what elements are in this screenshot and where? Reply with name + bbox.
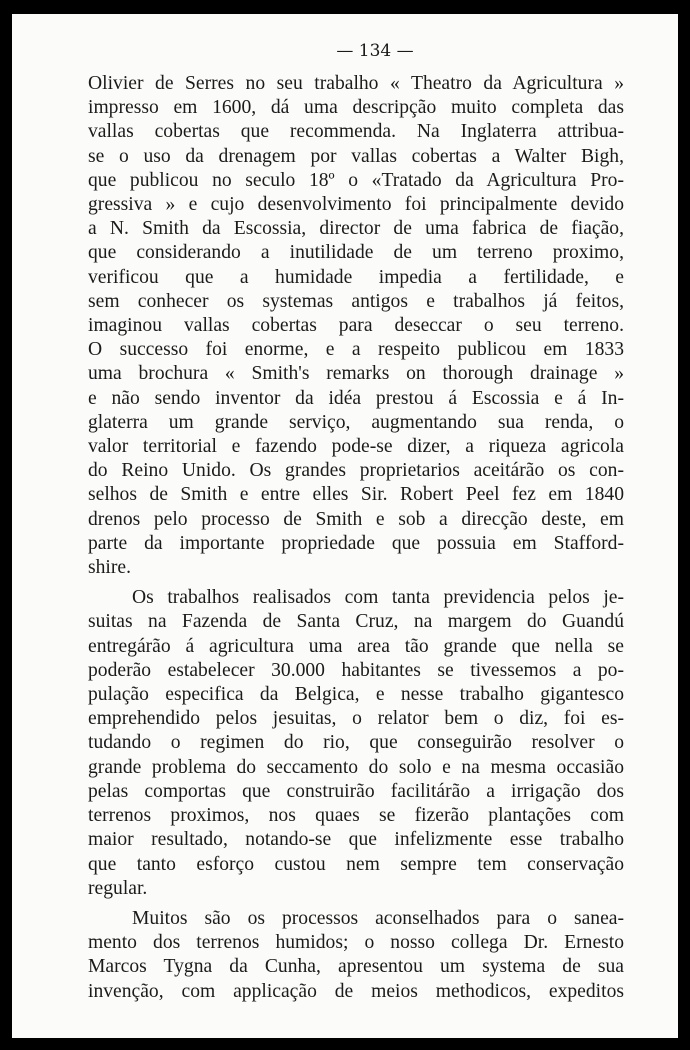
text-line: se o uso da drenagem por vallas cobertas a Walter Bigh, — [88, 145, 624, 167]
text-line: a N. Smith da Escossia, director de uma fabrica de fiação, — [88, 218, 624, 240]
text-line: que considerando a inutilidade de um terreno proximo, — [88, 242, 624, 264]
text-line: pulação especifica da Belgica, e nesse trabalho gigantesco — [88, 684, 624, 706]
paragraph-3 — [88, 907, 624, 1004]
text-line: entregárão á agricultura uma area tão grande que nella se — [88, 635, 624, 657]
text-line: tudando o regimen do rio, que conseguirão resolver o — [88, 732, 624, 754]
text-line: pelas comportas que construirão facilitárão a irrigação dos — [88, 780, 624, 802]
text-line: mento dos terrenos humidos; o nosso collega Dr. Ernesto — [88, 932, 624, 954]
text-line: imaginou vallas cobertas para deseccar o seu terreno. — [88, 315, 624, 337]
text-line: gressiva » e cujo desenvolvimento foi principalmente devido — [88, 194, 624, 216]
text-line: emprehendido pelos jesuitas, o relator bem o diz, foi es- — [88, 708, 624, 730]
text-line: valor territorial e fazendo pode-se dizer, a riqueza agricola — [88, 436, 624, 458]
text-line: invenção, com applicação de meios methodicos, expeditos — [88, 980, 624, 1002]
text-line: grande problema do seccamento do solo e na mesma occasião — [88, 756, 624, 778]
text-line: maior resultado, notando-se que infelizmente esse trabalho — [88, 829, 624, 851]
text-line: suitas na Fazenda de Santa Cruz, na margem do Guandú — [88, 611, 624, 633]
text-line: drenos pelo processo de Smith e sob a direcção deste, em — [88, 508, 624, 530]
text-line: impresso em 1600, dá uma descripção muito completa das — [88, 97, 624, 119]
book-page — [12, 14, 678, 1038]
text-line: que tanto esforço custou nem sempre tem conservação — [88, 853, 624, 875]
text-line: Os trabalhos realisados com tanta previdencia pelos je- — [132, 587, 624, 609]
text-line: selhos de Smith e entre elles Sir. Robert Peel fez em 1840 — [88, 484, 624, 506]
text-line: parte da importante propriedade que possuia em Stafford- — [88, 532, 624, 554]
text-line: do Reino Unido. Os grandes proprietarios aceitárão os con- — [88, 460, 624, 482]
text-line: shire. — [88, 557, 131, 579]
text-line: regular. — [88, 877, 148, 899]
text-line: vallas cobertas que recommenda. Na Inglaterra attribua- — [88, 121, 624, 143]
text-line: Olivier de Serres no seu trabalho « Theatro da Agricultura » — [88, 73, 624, 94]
text-line: que publicou no seculo 18º o «Tratado da Agricultura Pro- — [88, 169, 624, 191]
text-line: Marcos Tygna da Cunha, apresentou um systema de sua — [88, 956, 624, 978]
text-line: poderão estabelecer 30.000 habitantes se tivessemos a po- — [88, 659, 624, 681]
text-line: sem conhecer os systemas antigos e trabalhos já feitos, — [88, 290, 624, 312]
text-line: O successo foi enorme, e a respeito publicou em 1833 — [88, 339, 624, 361]
paragraph-2 — [88, 586, 624, 901]
text-line: Muitos são os processos aconselhados para o sanea- — [132, 907, 624, 929]
page-number: — 134 — — [336, 41, 414, 61]
text-line: verificou que a humidade impedia a fertilidade, e — [88, 266, 624, 288]
text-line: terrenos proximos, nos quaes se fizerão plantações com — [88, 805, 624, 827]
paragraph-1 — [88, 72, 624, 580]
text-line: e não sendo inventor da idéa prestou á Escossia e á In- — [88, 387, 624, 409]
text-line: glaterra um grande serviço, augmentando sua renda, o — [88, 411, 624, 433]
text-line: uma brochura « Smith's remarks on thorough drainage » — [88, 363, 624, 385]
body-text — [88, 72, 624, 1004]
